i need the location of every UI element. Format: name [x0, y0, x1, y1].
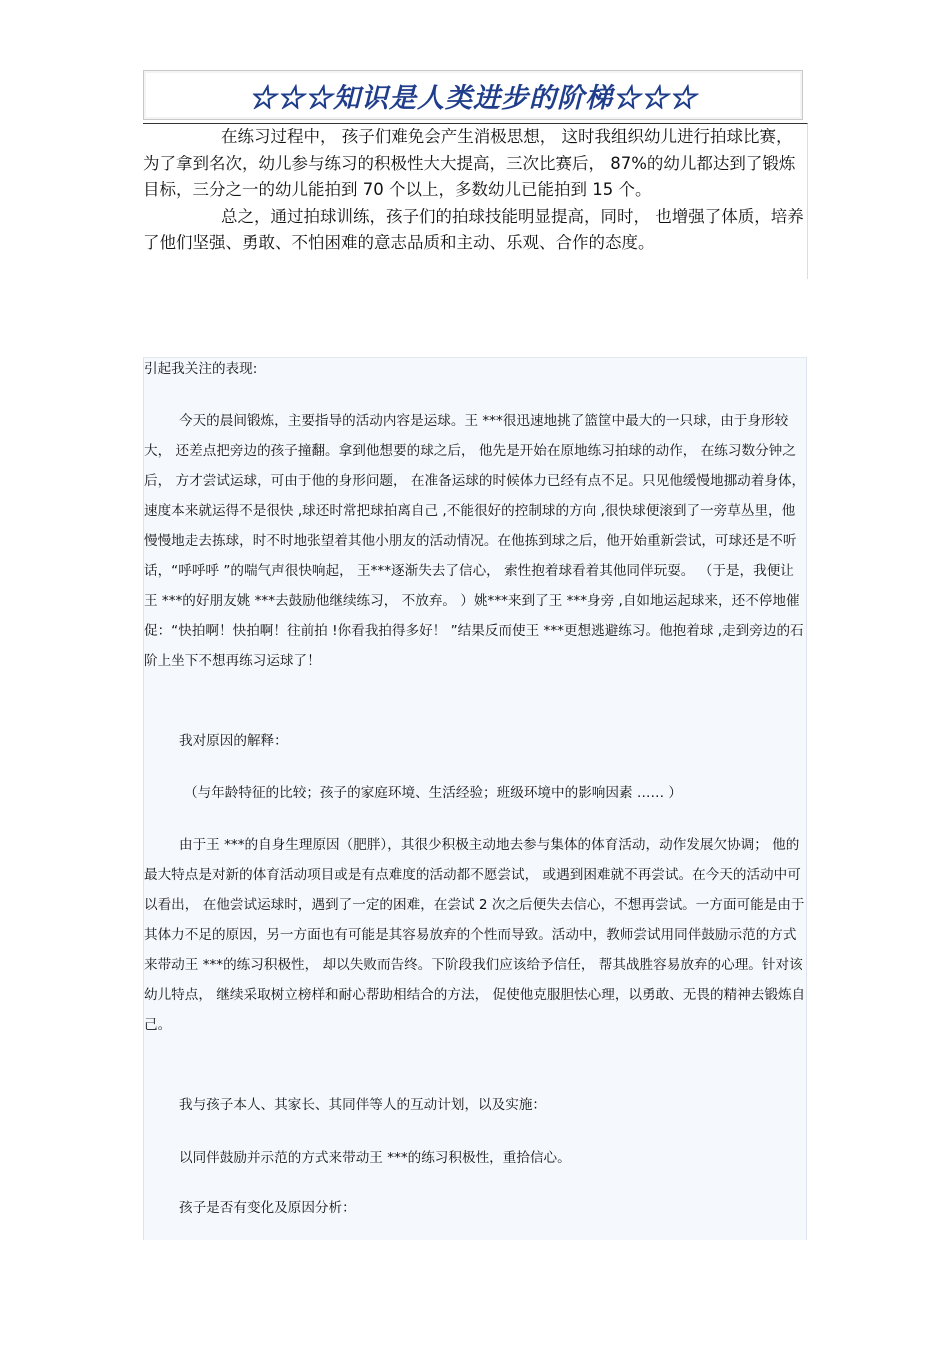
analysis-paragraph [144, 830, 806, 1040]
heading-explain: 我对原因的解释： [179, 733, 288, 749]
heading-change: 孩子是否有变化及原因分析： [179, 1200, 356, 1216]
banner-title: ☆☆☆知识是人类进步的阶梯☆☆☆ [249, 82, 697, 114]
analysis-text: 由于王 ***的自身生理原因（肥胖），其很少积极主动地去参与集体的体育活动，动作发展欠协调； 他的最大特点是对新的体育活动项目或是有点难度的活动都不愿尝试， 或遇到困难就不再尝试。在今天的活动中可以看出， 在他尝试运球时，遇到了一定的困难，在尝试 2 次之后便失去信心，不想再尝试。一方面可能是由于其体力不足的原因，另一方面也有可能是其容易放弃的个性而导致。活动中，教师尝试用同伴鼓励示范的方式来带动王 ***的练习积极性， 却以失败而告终。下阶段我们应该给予信任， 帮其战胜容易放弃的心理。针对该幼儿特点， 继续采取树立榜样和耐心帮助相结合的方法， 促使他克服胆怯心理，以勇敢、无畏的精神去锻炼自己。 [144, 837, 806, 1033]
summary-section [143, 123, 808, 279]
explain-note: （与年龄特征的比较；孩子的家庭环境、生活经验；班级环境中的影响因素 …… ） [184, 785, 683, 801]
summary-paragraph-1: 在练习过程中， 孩子们难免会产生消极思想， 这时我组织幼儿进行拍球比赛，为了拿到名次，幼儿参与练习的积极性大大提高，三次比赛后， 87%的幼儿都达到了锻炼目标，三分之一的幼儿能拍到 70 个以上，多数幼儿已能拍到 15 个。 [143, 127, 796, 199]
observation-text: 今天的晨间锻炼，主要指导的活动内容是运球。王 ***很迅速地挑了篮筐中最大的一只球，由于身形较大， 还差点把旁边的孩子撞翻。拿到他想要的球之后， 他先是开始在原地练习拍球的动作， 在练习数分钟之后， 方才尝试运球，可由于他的身形问题， 在准备运球的时候体力已经有点不足。只见他缓慢地挪动着身体，速度本来就运得不是很快 ,球还时常把球拍离自己 ,不能很好的控制球的方向 ,很快球便滚到了一旁草丛里，他慢慢地走去拣球，时不时地张望着其他小朋友的活动情况。在他拣到球之后，他开始重新尝试，可球还是不听话，“呼呼呼 ”的喘气声很快响起， 王***逐渐失去了信心， 索性抱着球看着其他同伴玩耍。 （于是，我便让王 ***的好朋友姚 ***去鼓励他继续练习， 不放弃。 ）姚***来到了王 ***身旁 ,自如地运起球来，还不停地催促：“快拍啊！快拍啊！往前拍 !你看我拍得多好！ ”结果反而使王 ***更想逃避练习。他抱着球 ,走到旁边的石阶上坐下不想再练习运球了！ [144, 413, 806, 669]
title-banner [143, 70, 803, 120]
plan-text: 以同伴鼓励并示范的方式来带动王 ***的练习积极性，重拾信心。 [179, 1150, 571, 1166]
heading-plan: 我与孩子本人、其家长、其同伴等人的互动计划，以及实施： [179, 1097, 547, 1113]
summary-paragraph-2: 总之，通过拍球训练，孩子们的拍球技能明显提高，同时， 也增强了体质，培养了他们坚强、勇敢、不怕困难的意志品质和主动、乐观、合作的态度。 [143, 206, 804, 252]
observation-paragraph [144, 406, 806, 676]
observation-panel [143, 357, 807, 1240]
heading-attention: 引起我关注的表现: [144, 361, 258, 377]
